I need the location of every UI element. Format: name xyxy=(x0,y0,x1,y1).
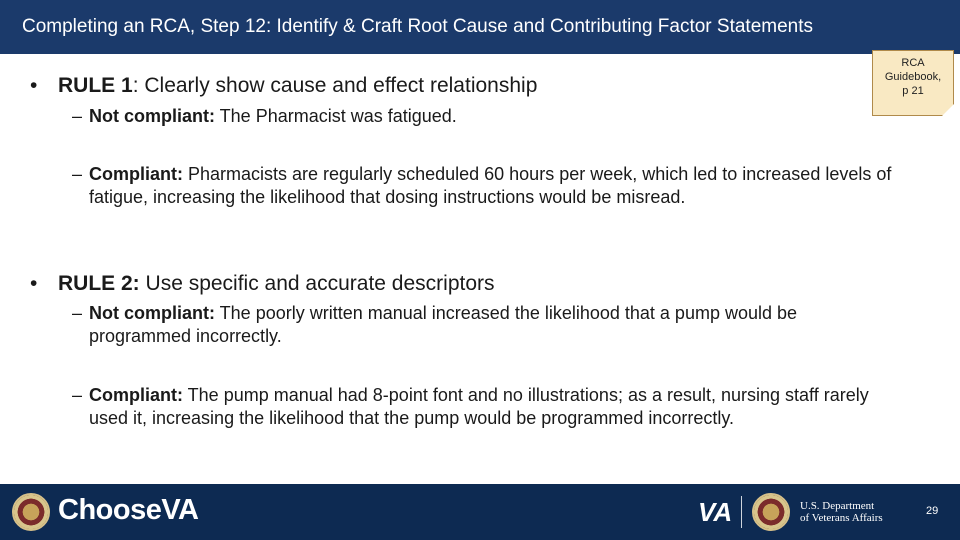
rule-1-compliant xyxy=(72,163,896,209)
rule-1-colon: : xyxy=(132,74,139,97)
rule-1-heading xyxy=(30,74,537,98)
callout-line-3: p 21 xyxy=(902,85,924,97)
rule-2-text: Use specific and accurate descriptors xyxy=(139,272,495,295)
rule-2-heading xyxy=(30,272,495,296)
compliant-label: Compliant: xyxy=(89,164,183,184)
not-compliant-text: The poorly written manual increased the likelihood that a pump would be programmed incorrectly. xyxy=(89,303,798,346)
footer-divider xyxy=(741,496,742,528)
guidebook-callout xyxy=(872,50,954,116)
department-seal-icon xyxy=(752,493,790,531)
rule-1-not-compliant xyxy=(72,105,592,128)
callout-line-1: RCA xyxy=(901,57,925,69)
not-compliant-label: Not compliant: xyxy=(89,106,215,126)
rule-1-text: Clearly show cause and effect relationship xyxy=(138,74,538,97)
rule-2-label: RULE 2: xyxy=(58,272,140,295)
not-compliant-label: Not compliant: xyxy=(89,303,215,323)
callout-line-2: Guidebook, xyxy=(884,71,942,83)
department-line-1: U.S. Department xyxy=(800,500,875,512)
compliant-text: Pharmacists are regularly scheduled 60 hours per week, which led to increased levels of fatigue, increasing the likelihood that dosing instructions would be misread. xyxy=(89,164,892,207)
department-line-2: of Veterans Affairs xyxy=(800,512,883,524)
dash-icon: – xyxy=(72,303,83,323)
dash-icon: – xyxy=(72,106,83,126)
rule-2-compliant xyxy=(72,384,872,430)
slide-title: Completing an RCA, Step 12: Identify & Craft Root Cause and Contributing Factor Statements xyxy=(0,0,960,54)
rule-1-label: RULE 1 xyxy=(58,74,133,97)
compliant-label: Compliant: xyxy=(89,385,183,405)
choose-va-logo: ChooseVA xyxy=(58,494,199,526)
bullet-icon: • xyxy=(30,74,38,97)
bullet-icon: • xyxy=(30,272,38,295)
va-logo: VA xyxy=(698,497,733,527)
footer-bar xyxy=(0,484,960,540)
page-number: 29 xyxy=(926,505,939,517)
dash-icon: – xyxy=(72,164,83,184)
department-name xyxy=(800,500,883,524)
compliant-text: The pump manual had 8-point font and no illustrations; as a result, nursing staff rarely used it, increasing the likelihood that the pump would be programmed incorrectly. xyxy=(89,385,869,428)
dash-icon: – xyxy=(72,385,83,405)
va-seal-icon xyxy=(12,493,50,531)
not-compliant-text: The Pharmacist was fatigued. xyxy=(215,106,457,126)
rule-2-not-compliant xyxy=(72,302,872,348)
